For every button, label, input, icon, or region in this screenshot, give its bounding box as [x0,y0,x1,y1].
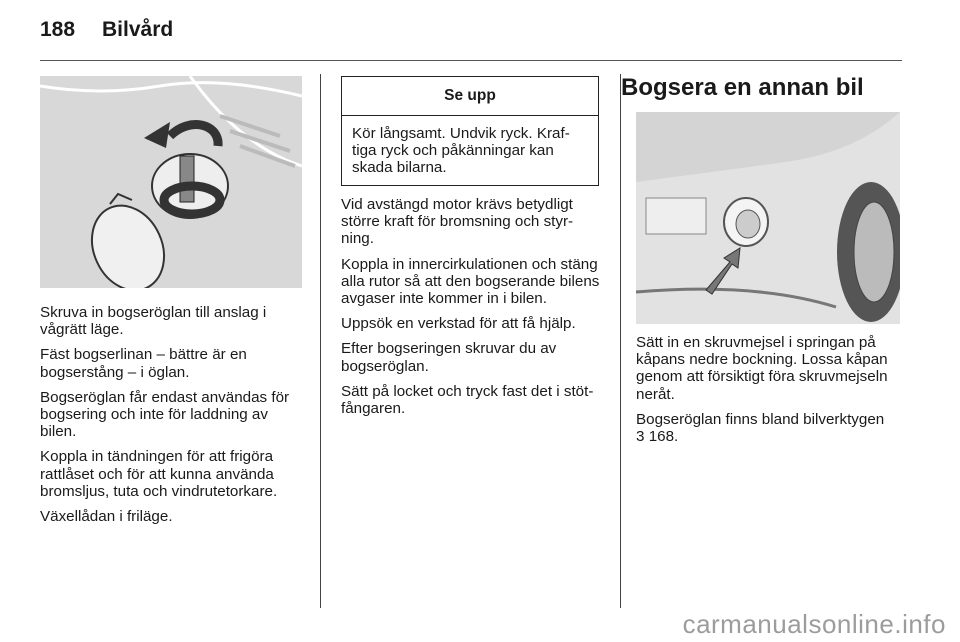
caution-title: Se upp [342,77,598,116]
paragraph: Sätt på locket och tryck fast det i stöt- fångaren. [341,382,594,418]
reference-page: 168. [648,428,679,446]
reference-arrow-icon: 3 [636,428,645,446]
paragraph: Växellådan i friläge. [40,508,173,526]
page-number: 188 [40,18,76,41]
middle-column-text [341,196,607,425]
paragraph: Koppla in tändningen för att frigöra rattlåset och för att kunna använda bromsljus, tuta och vindrutetorkare. [40,448,278,500]
caution-box [341,76,599,186]
watermark: carmanualsonline.info [682,609,946,639]
paragraph: Bogseröglan finns bland bilverktygen [636,410,885,428]
right-column-text [636,334,904,445]
caution-text: Kör långsamt. Undvik ryck. Kraf- tiga ryck och påkänningar kan skada bilarna. [352,125,570,177]
paragraph: Sätt in en skruvmejsel i springan på kåpans nedre bockning. Lossa kåpan genom att försiktigt föra skruvmejseln neråt. [636,334,888,403]
column-divider-1 [320,74,321,608]
paragraph: Koppla in innercirkulationen och stäng alla rutor så att den bogserande bilens avgaser inte kommer in i bilen. [341,255,600,308]
section-heading: Bogsera en annan bil [621,74,864,101]
paragraph: Uppsök en verkstad för att få hjälp. [341,315,576,333]
column-divider-2 [620,74,621,608]
left-column-text [40,304,306,533]
paragraph: Vid avstängd motor krävs betydligt större kraft för bromsning och styr- ning. [341,196,574,248]
paragraph: Fäst bogserlinan – bättre är en bogserstång – i öglan. [40,346,247,381]
paragraph: Bogseröglan får endast användas för bogsering och inte för laddning av bilen. [40,388,290,441]
paragraph: Skruva in bogseröglan till anslag i vågrätt läge. [40,304,267,339]
page-header [40,14,173,46]
bumper-cover-illustration [636,112,900,324]
towing-eye-illustration [40,76,302,288]
header-divider [40,60,902,61]
paragraph: Efter bogseringen skruvar du av bogseröglan. [341,340,557,375]
section-title: Bilvård [102,18,174,41]
page-reference[interactable] [636,428,904,445]
